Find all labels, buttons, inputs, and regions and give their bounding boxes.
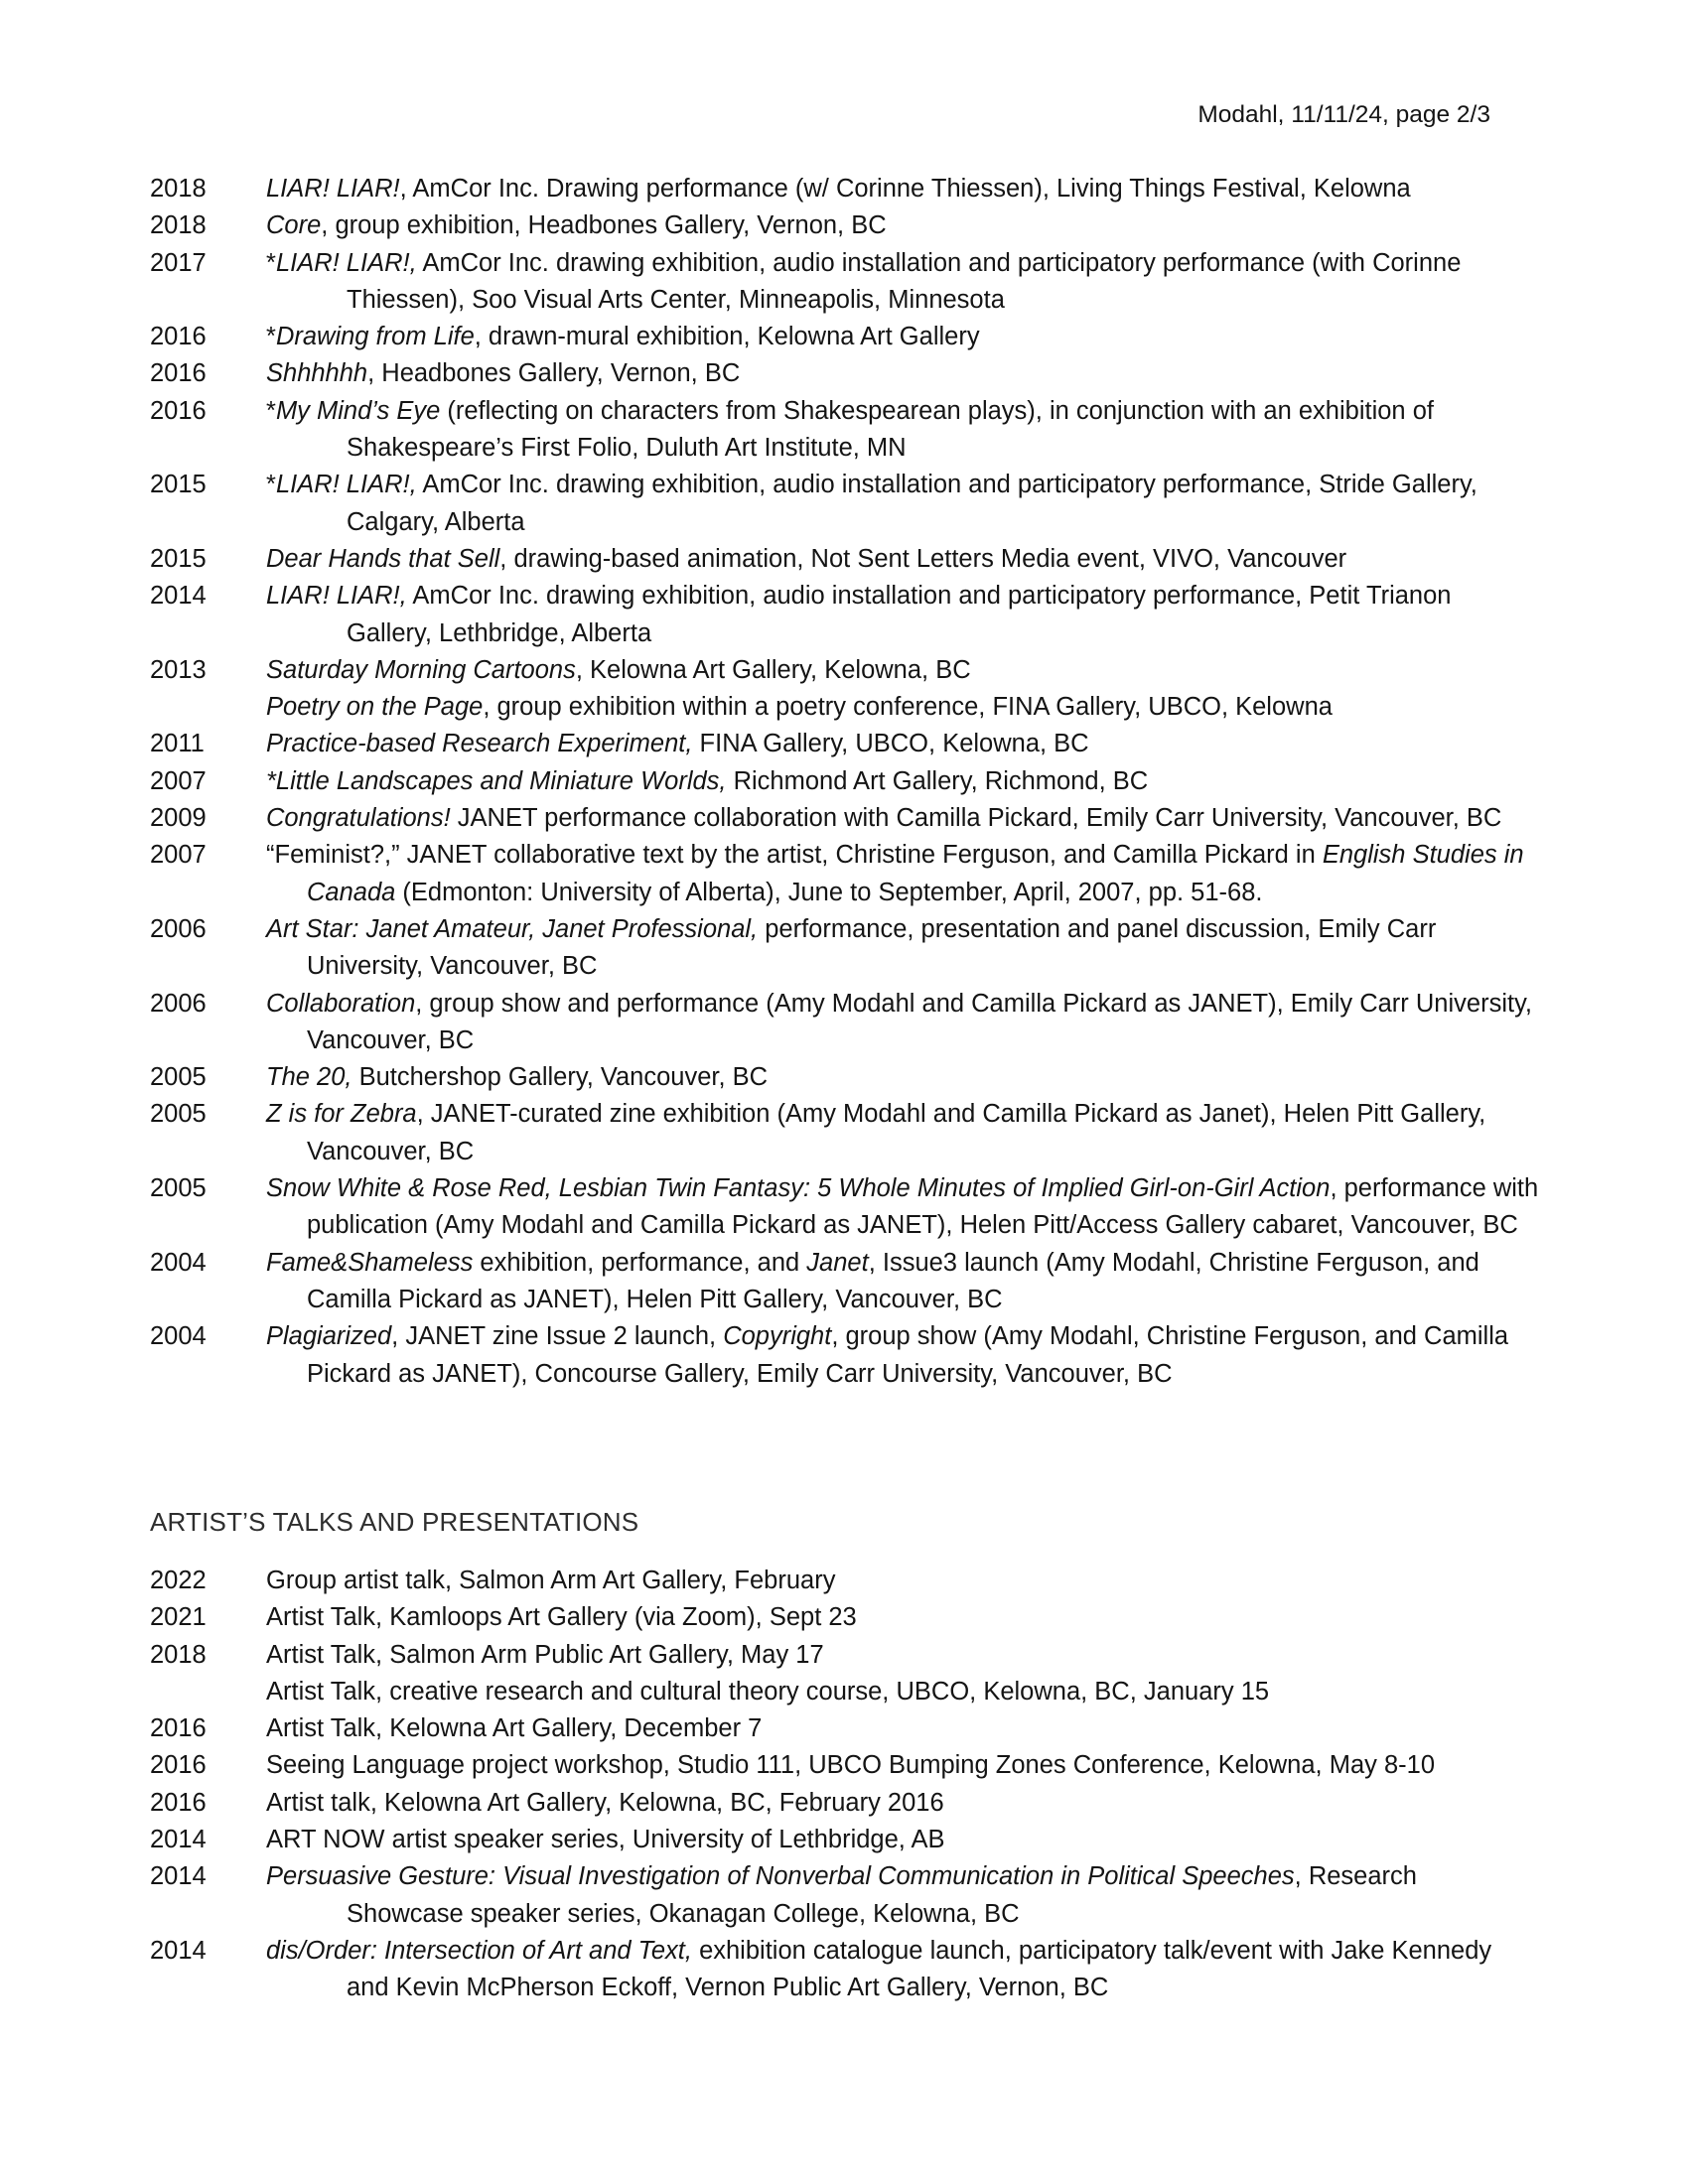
entry-title-italic: dis/Order: Intersection of Art and Text, xyxy=(266,1936,692,1965)
exhibition-entry xyxy=(150,1059,1540,1096)
entry-text: * xyxy=(266,248,276,277)
entry-text: Artist Talk, Kamloops Art Gallery (via Zoom), Sept 23 xyxy=(266,1603,857,1632)
entry-description xyxy=(266,1785,1540,1822)
entry-year: 2022 xyxy=(150,1567,207,1594)
exhibition-entry xyxy=(150,1096,1540,1170)
talk-entry xyxy=(150,1785,1540,1822)
exhibition-entry xyxy=(150,911,1540,986)
entry-year: 2014 xyxy=(150,1826,207,1854)
entry-description xyxy=(266,1170,1540,1245)
entry-text: Seeing Language project workshop, Studio 111, UBCO Bumping Zones Conference, Kelowna, May 8-10 xyxy=(266,1751,1435,1780)
entry-title-italic: My Mind’s Eye xyxy=(275,396,441,425)
entry-text: exhibition catalogue launch, participatory talk/event with Jake Kennedy and Kevin McPherson Eckoff, Vernon Public Art Gallery, Vernon, BC xyxy=(347,1936,1492,2002)
talk-entry xyxy=(150,1710,1540,1747)
exhibition-entry xyxy=(150,652,1540,689)
entry-year: 2005 xyxy=(150,1063,207,1092)
entry-year: 2009 xyxy=(150,804,207,833)
entry-year: 2016 xyxy=(150,323,207,351)
exhibition-entry xyxy=(150,1318,1540,1393)
talk-entry xyxy=(150,1858,1540,1933)
page-header: Modahl, 11/11/24, page 2/3 xyxy=(1197,101,1490,128)
entry-text: , drawing-based animation, Not Sent Letters Media event, VIVO, Vancouver xyxy=(499,544,1347,573)
entry-text: JANET performance collaboration with Camilla Pickard, Emily Carr University, Vancouver, BC xyxy=(450,804,1502,833)
entry-text: “Feminist?,” JANET collaborative text by the artist, Christine Ferguson, and Camilla Pickard in xyxy=(266,841,1323,870)
entry-title-italic: Congratulations! xyxy=(266,804,451,833)
entry-text: ART NOW artist speaker series, University of Lethbridge, AB xyxy=(266,1826,945,1854)
entry-text: Artist Talk, creative research and cultural theory course, UBCO, Kelowna, BC, January 15 xyxy=(266,1677,1270,1706)
talks-list xyxy=(150,1563,1540,2007)
entry-year: 2015 xyxy=(150,544,207,573)
entry-title-italic: LIAR! LIAR! xyxy=(266,175,400,203)
entry-text: , performance with publication (Amy Modahl and Camilla Pickard as JANET), Helen Pitt/Access Gallery cabaret, Vancouver, BC xyxy=(307,1174,1539,1240)
exhibition-entry xyxy=(150,1245,1540,1319)
entry-title-italic: Practice-based Research Experiment, xyxy=(266,730,693,758)
exhibition-entry xyxy=(150,578,1540,652)
entry-description xyxy=(266,541,1540,578)
exhibition-entry xyxy=(150,467,1540,541)
entry-text: , Kelowna Art Gallery, Kelowna, BC xyxy=(575,655,971,684)
entry-year: 2014 xyxy=(150,1862,207,1891)
entry-year: 2005 xyxy=(150,1100,207,1129)
entry-description xyxy=(266,1318,1540,1393)
entry-description xyxy=(266,911,1540,986)
entry-description xyxy=(266,763,1540,800)
entry-text: (Edmonton: University of Alberta), June to September, April, 2007, pp. 51-68. xyxy=(395,878,1263,906)
entry-title-italic: Shhhhhh xyxy=(266,359,368,388)
talk-entry xyxy=(150,1674,1540,1710)
entry-description xyxy=(266,578,1540,652)
entry-description xyxy=(266,986,1540,1060)
entry-description xyxy=(266,1710,1540,1747)
entry-year: 2014 xyxy=(150,1936,207,1965)
exhibition-entry xyxy=(150,207,1540,244)
entry-year: 2017 xyxy=(150,248,207,277)
entry-title-italic: The 20, xyxy=(266,1063,352,1092)
talk-entry xyxy=(150,1599,1540,1636)
talk-entry xyxy=(150,1563,1540,1599)
entry-text: Artist Talk, Kelowna Art Gallery, December 7 xyxy=(266,1714,763,1743)
exhibition-entry xyxy=(150,393,1540,468)
entry-title-italic: Persuasive Gesture: Visual Investigation of Nonverbal Communication in Political Speeches xyxy=(266,1862,1295,1891)
entry-year: 2018 xyxy=(150,211,207,240)
entry-title-italic: Snow White & Rose Red, Lesbian Twin Fantasy: 5 Whole Minutes of Implied Girl-on-Girl Action xyxy=(266,1174,1331,1203)
talk-entry xyxy=(150,1933,1540,2007)
entry-text: , JANET-curated zine exhibition (Amy Modahl and Camilla Pickard as Janet), Helen Pitt Gallery, Vancouver, BC xyxy=(307,1100,1486,1165)
entry-description xyxy=(266,393,1540,468)
entry-year: 2015 xyxy=(150,471,207,499)
entry-year: 2011 xyxy=(150,730,205,758)
entry-year: 2018 xyxy=(150,1640,207,1669)
entry-year: 2018 xyxy=(150,175,207,203)
entry-title-italic: Z is for Zebra xyxy=(266,1100,417,1129)
entry-description xyxy=(266,726,1540,762)
talk-entry xyxy=(150,1822,1540,1858)
entry-description xyxy=(266,319,1540,355)
entry-text: AmCor Inc. drawing exhibition, audio installation and participatory performance, Petit Trianon Gallery, Lethbridge, Alberta xyxy=(347,582,1452,647)
section-heading-talks: ARTIST’S TALKS AND PRESENTATIONS xyxy=(150,1507,639,1537)
entry-text: Butchershop Gallery, Vancouver, BC xyxy=(352,1063,769,1092)
entry-text: , Research Showcase speaker series, Okanagan College, Kelowna, BC xyxy=(347,1862,1417,1928)
entry-year: 2021 xyxy=(150,1603,207,1632)
entry-description xyxy=(266,1933,1540,2007)
entry-description xyxy=(266,245,1540,320)
entry-description xyxy=(266,1674,1540,1710)
entry-title-italic: Dear Hands that Sell xyxy=(266,544,500,573)
exhibition-entry xyxy=(150,689,1540,726)
entry-text: exhibition, performance, and xyxy=(473,1248,807,1277)
entry-text: * xyxy=(266,323,276,351)
entry-year: 2006 xyxy=(150,914,207,943)
entry-title-italic: Plagiarized xyxy=(266,1322,392,1351)
entry-description xyxy=(266,1822,1540,1858)
entry-description xyxy=(266,171,1540,207)
entry-text: AmCor Inc. drawing exhibition, audio installation and participatory performance (with Corinne Thiessen), Soo Visual Arts Center, Minneapolis, Minnesota xyxy=(347,248,1462,314)
exhibition-entry xyxy=(150,355,1540,392)
entry-year: 2016 xyxy=(150,359,207,388)
entry-year: 2006 xyxy=(150,989,207,1018)
entry-text: , JANET zine Issue 2 launch, xyxy=(391,1322,724,1351)
entry-title-italic: LIAR! LIAR!, xyxy=(275,248,417,277)
entry-text: , Issue3 launch (Amy Modahl, Christine Ferguson, and Camilla Pickard as JANET), Helen Pitt Gallery, Vancouver, BC xyxy=(307,1248,1479,1313)
entry-description xyxy=(266,207,1540,244)
entry-description xyxy=(266,652,1540,689)
entry-text: Richmond Art Gallery, Richmond, BC xyxy=(726,766,1149,795)
entry-description xyxy=(266,1245,1540,1319)
entry-year: 2007 xyxy=(150,841,207,870)
entry-title-italic: Copyright xyxy=(723,1322,832,1351)
entry-year: 2014 xyxy=(150,582,207,611)
entry-text: AmCor Inc. drawing exhibition, audio installation and participatory performance, Stride Gallery, Calgary, Alberta xyxy=(347,471,1477,536)
exhibition-entry xyxy=(150,1170,1540,1245)
entry-title-italic: *Little Landscapes and Miniature Worlds, xyxy=(266,766,727,795)
entry-title-italic: Poetry on the Page xyxy=(266,693,484,722)
entry-title-italic: LIAR! LIAR!, xyxy=(275,471,417,499)
entry-description xyxy=(266,1599,1540,1636)
entry-year: 2004 xyxy=(150,1322,207,1351)
entry-text: , drawn-mural exhibition, Kelowna Art Gallery xyxy=(474,323,980,351)
entry-text: * xyxy=(266,471,276,499)
entry-title-italic: Drawing from Life xyxy=(275,323,475,351)
entry-text: Artist talk, Kelowna Art Gallery, Kelowna, BC, February 2016 xyxy=(266,1788,944,1817)
entry-text: , group show (Amy Modahl, Christine Ferguson, and Camilla Pickard as JANET), Concourse Gallery, Emily Carr University, Vancouver, BC xyxy=(307,1322,1509,1388)
entry-year: 2016 xyxy=(150,1714,207,1743)
entry-year: 2005 xyxy=(150,1174,207,1203)
entry-title-italic: Collaboration xyxy=(266,989,416,1018)
entry-description xyxy=(266,800,1540,837)
entry-title-italic: English Studies in Canada xyxy=(307,841,1524,906)
exhibition-entry xyxy=(150,319,1540,355)
entry-text: Artist Talk, Salmon Arm Public Art Gallery, May 17 xyxy=(266,1640,824,1669)
entry-year: 2016 xyxy=(150,1751,207,1780)
entry-description xyxy=(266,1747,1540,1784)
entry-description xyxy=(266,1858,1540,1933)
entry-text: , group show and performance (Amy Modahl and Camilla Pickard as JANET), Emily Carr University, Vancouver, BC xyxy=(307,989,1533,1054)
exhibition-entry xyxy=(150,726,1540,762)
entry-text: (reflecting on characters from Shakespearean plays), in conjunction with an exhibition of Shakespeare’s First Folio, Duluth Art Institute, MN xyxy=(347,396,1434,463)
entry-title-italic: Janet xyxy=(806,1248,869,1277)
entry-description xyxy=(266,355,1540,392)
entry-title-italic: Fame&Shameless xyxy=(266,1248,474,1277)
exhibition-entry xyxy=(150,763,1540,800)
entry-year: 2016 xyxy=(150,396,207,425)
entry-year: 2013 xyxy=(150,655,207,684)
entry-text: FINA Gallery, UBCO, Kelowna, BC xyxy=(692,730,1089,758)
exhibition-entry xyxy=(150,171,1540,207)
entry-text: , AmCor Inc. Drawing performance (w/ Corinne Thiessen), Living Things Festival, Kelowna xyxy=(399,175,1411,203)
entry-title-italic: LIAR! LIAR!, xyxy=(266,582,407,611)
entry-year: 2004 xyxy=(150,1248,207,1277)
entry-title-italic: Saturday Morning Cartoons xyxy=(266,655,576,684)
entry-title-italic: Art Star: Janet Amateur, Janet Professional, xyxy=(266,914,759,943)
entry-description xyxy=(266,467,1540,541)
entry-description xyxy=(266,1096,1540,1170)
entry-year: 2007 xyxy=(150,766,207,795)
exhibition-entry xyxy=(150,245,1540,320)
entry-description xyxy=(266,837,1540,911)
entry-description xyxy=(266,689,1540,726)
entry-title-italic: Core xyxy=(266,211,322,240)
entry-text: , group exhibition, Headbones Gallery, Vernon, BC xyxy=(321,211,887,240)
talk-entry xyxy=(150,1747,1540,1784)
talk-entry xyxy=(150,1637,1540,1674)
exhibition-entry xyxy=(150,541,1540,578)
exhibition-entry xyxy=(150,986,1540,1060)
entry-text: , Headbones Gallery, Vernon, BC xyxy=(367,359,741,388)
entry-text: * xyxy=(266,396,276,425)
entry-description xyxy=(266,1563,1540,1599)
entry-description xyxy=(266,1637,1540,1674)
exhibition-list xyxy=(150,171,1540,1393)
entry-text: , group exhibition within a poetry conference, FINA Gallery, UBCO, Kelowna xyxy=(483,693,1333,722)
entry-year: 2016 xyxy=(150,1788,207,1817)
exhibition-entry xyxy=(150,800,1540,837)
entry-text: performance, presentation and panel discussion, Emily Carr University, Vancouver, BC xyxy=(307,914,1437,981)
entry-text: Group artist talk, Salmon Arm Art Gallery, February xyxy=(266,1567,836,1594)
entry-description xyxy=(266,1059,1540,1096)
exhibition-entry xyxy=(150,837,1540,911)
